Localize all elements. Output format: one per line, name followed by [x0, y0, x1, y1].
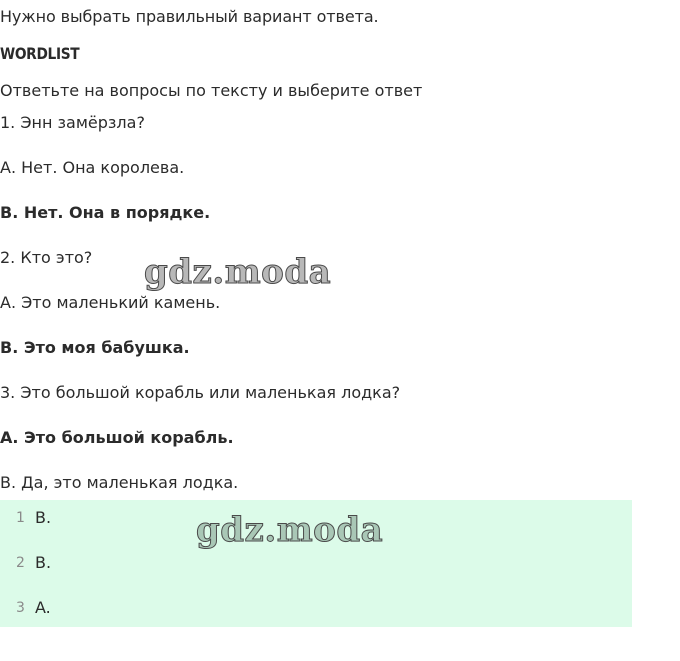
watermark-logo: gdz.moda — [196, 510, 384, 550]
question-2: 2. Кто это? — [0, 248, 93, 267]
question-2-option-b: B. Это моя бабушка. — [0, 338, 190, 357]
question-3-option-a: А. Это большой корабль. — [0, 428, 234, 447]
wordlist-heading: WORDLIST — [0, 44, 80, 63]
answer-value-2: B. — [35, 553, 52, 572]
question-1-option-b: B. Нет. Она в порядке. — [0, 203, 211, 222]
cutoff-text: Ответьте на вопросы по тексту и выберите ответ — [0, 81, 423, 100]
answer-number-2: 2 — [16, 555, 25, 571]
question-3-option-b: B. Да, это маленькая лодка. — [0, 473, 239, 492]
question-1: 1. Энн замёрзла? — [0, 113, 145, 132]
question-1-option-a: А. Нет. Она королева. — [0, 158, 185, 177]
cutoff-line — [0, 81, 423, 101]
question-2-option-a: А. Это маленький камень. — [0, 293, 221, 312]
answer-number-3: 3 — [16, 600, 25, 616]
answer-value-1: B. — [35, 508, 52, 527]
watermark-logo: gdz.moda — [144, 252, 332, 292]
answer-value-3: A. — [35, 598, 51, 617]
question-3: 3. Это большой корабль или маленькая лодка? — [0, 383, 401, 402]
instruction-text: Нужно выбрать правильный вариант ответа. — [0, 7, 379, 26]
answer-number-1: 1 — [16, 510, 25, 526]
